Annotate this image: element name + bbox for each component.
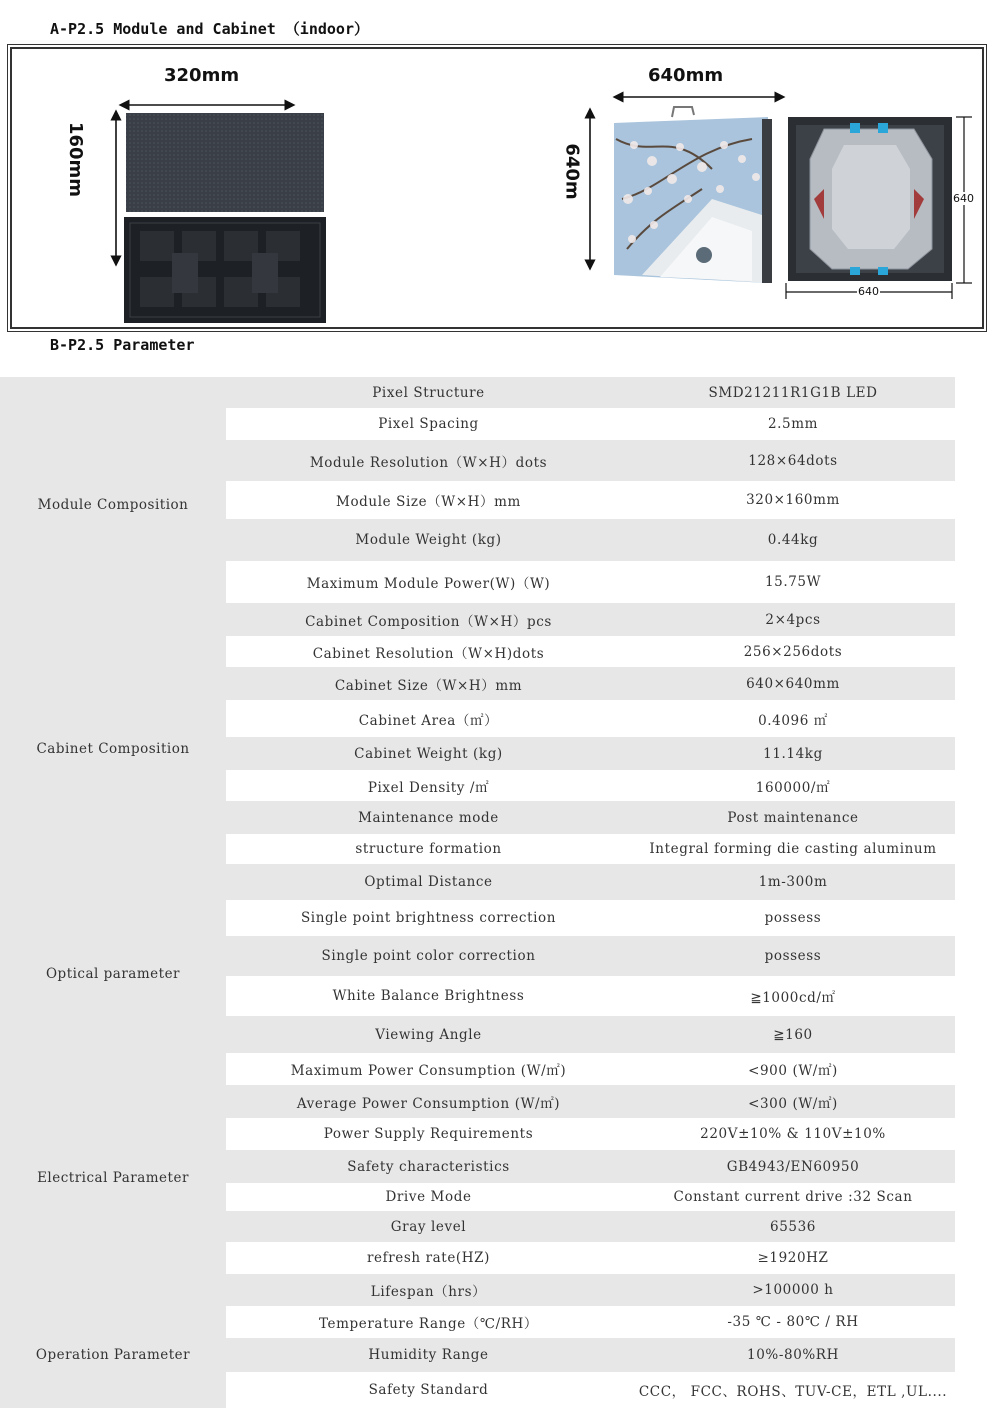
param-value: >100000 h xyxy=(752,1282,834,1298)
table-row xyxy=(226,408,955,440)
table-row xyxy=(226,1274,955,1306)
param-value: 256×256dots xyxy=(743,643,843,660)
param-name: refresh rate(HZ) xyxy=(367,1250,490,1266)
param-name: Pixel Structure xyxy=(372,384,485,401)
table-row xyxy=(226,1118,955,1150)
param-name: Pixel Density /㎡ xyxy=(367,779,490,796)
param-value: 2×4pcs xyxy=(765,611,821,628)
param-name: structure formation xyxy=(355,841,502,857)
param-value: 0.4096 ㎡ xyxy=(758,712,828,729)
param-value: 2.5mm xyxy=(767,416,819,432)
cabinet-back-width-label: 640 xyxy=(858,285,879,298)
param-value: ≧1000cd/㎡ xyxy=(750,990,836,1006)
param-value: <900 (W/㎡) xyxy=(748,1063,838,1079)
module-back-image xyxy=(124,217,326,323)
table-row xyxy=(226,976,955,1016)
param-value: 640×640mm xyxy=(746,675,840,692)
table-row xyxy=(226,900,955,936)
cabinet-height-label: 640m xyxy=(561,143,583,200)
param-value: 220V±10% & 110V±10% xyxy=(700,1126,886,1142)
table-row xyxy=(226,1306,955,1338)
param-value: SMD21211R1G1B LED xyxy=(708,384,878,401)
param-name: Cabinet Resolution（W×H)dots xyxy=(312,645,545,662)
param-value: GB4943/EN60950 xyxy=(726,1158,860,1175)
param-name: Maximum Module Power(W)（W) xyxy=(306,576,551,592)
param-value: Integral forming die casting aluminum xyxy=(649,841,937,857)
dimension-arrows xyxy=(12,49,982,327)
section-a-title: A-P2.5 Module and Cabinet （indoor） xyxy=(50,20,369,38)
param-name: Pixel Spacing xyxy=(378,416,479,432)
table-row xyxy=(226,1372,955,1408)
table-row xyxy=(226,864,955,900)
group-label-optical: Optical parameter xyxy=(45,966,181,982)
param-value: Post maintenance xyxy=(727,809,859,826)
module-width-label: 320mm xyxy=(164,65,240,86)
param-value: 65536 xyxy=(770,1218,816,1235)
table-row xyxy=(226,1053,955,1085)
param-value: 160000/㎡ xyxy=(755,779,831,796)
param-name: Module Resolution（W×H）dots xyxy=(309,454,548,471)
group-label-electrical: Electrical Parameter xyxy=(37,1170,189,1186)
section-b-title: B-P2.5 Parameter xyxy=(50,336,195,354)
param-name: Cabinet Composition（W×H）pcs xyxy=(305,613,552,630)
param-name: Single point brightness correction xyxy=(300,910,557,926)
group-label-cabinet: Cabinet Composition xyxy=(36,741,190,757)
param-name: Drive Mode xyxy=(385,1189,472,1205)
product-figure xyxy=(10,47,984,329)
param-name: Module Weight (kg) xyxy=(355,532,502,548)
table-row xyxy=(226,1242,955,1274)
param-value: -35 ℃ - 80℃ / RH xyxy=(727,1314,859,1330)
table-row xyxy=(226,1338,955,1372)
table-row xyxy=(226,636,955,667)
table-row xyxy=(226,1016,955,1053)
param-value: 15.75W xyxy=(764,574,822,590)
parameter-table xyxy=(0,377,955,1408)
param-value: <300 (W/㎡) xyxy=(748,1095,838,1112)
param-name: Maximum Power Consumption (W/㎡) xyxy=(290,1063,567,1079)
table-row xyxy=(226,481,955,519)
module-height-label: 160mm xyxy=(65,121,87,198)
param-value: Constant current drive :32 Scan xyxy=(673,1189,913,1205)
param-value: 0.44kg xyxy=(767,532,819,548)
group-label-operation: Operation Parameter xyxy=(35,1347,191,1363)
param-name: Temperature Range（℃/RH） xyxy=(319,1316,538,1332)
table-row xyxy=(226,377,955,408)
param-name: Viewing Angle xyxy=(375,1026,482,1043)
param-name: Cabinet Area（㎡） xyxy=(358,712,499,729)
param-value: 320×160mm xyxy=(746,492,840,508)
module-front-image xyxy=(126,113,324,212)
table-row xyxy=(226,667,955,700)
table-row xyxy=(226,1211,955,1242)
param-value: possess xyxy=(764,910,822,926)
param-name: Humidity Range xyxy=(368,1347,489,1363)
table-row xyxy=(226,737,955,770)
cabinet-back-height-label: 640 xyxy=(953,192,974,205)
table-row xyxy=(226,561,955,603)
table-row xyxy=(226,603,955,636)
param-name: Average Power Consumption (W/㎡) xyxy=(296,1095,561,1112)
param-name: Gray level xyxy=(390,1218,467,1235)
table-row xyxy=(226,936,955,976)
param-value: 10%-80%RH xyxy=(747,1347,839,1363)
param-name: Cabinet Weight (kg) xyxy=(354,745,503,762)
table-row xyxy=(226,519,955,561)
param-name: Safety characteristics xyxy=(347,1158,510,1175)
param-value: ≥1920HZ xyxy=(757,1250,829,1266)
table-row xyxy=(226,801,955,834)
param-name: Cabinet Size（W×H）mm xyxy=(334,677,523,694)
cabinet-front-image xyxy=(614,107,772,283)
cabinet-back-image xyxy=(788,117,952,281)
param-name: Safety Standard xyxy=(368,1382,489,1398)
param-name: Power Supply Requirements xyxy=(323,1126,534,1142)
table-row xyxy=(226,1150,955,1183)
param-value: 1m-300m xyxy=(758,874,828,890)
group-label-module: Module Composition xyxy=(37,497,189,513)
param-name: White Balance Brightness xyxy=(332,988,525,1004)
param-name: Module Size（W×H）mm xyxy=(336,494,521,510)
table-row xyxy=(226,700,955,737)
cabinet-width-label: 640mm xyxy=(648,65,724,86)
param-value: possess xyxy=(764,948,822,964)
table-row xyxy=(226,1183,955,1211)
param-value: 128×64dots xyxy=(748,452,838,469)
table-row xyxy=(226,770,955,801)
table-row xyxy=(226,440,955,481)
param-name: Lifespan（hrs） xyxy=(370,1284,487,1300)
param-value: CCC， FCC、ROHS、TUV-CE，ETL ,UL.... xyxy=(638,1384,948,1400)
param-name: Single point color correction xyxy=(321,948,536,964)
table-row xyxy=(226,834,955,864)
param-name: Optimal Distance xyxy=(364,874,493,890)
param-value: ≧160 xyxy=(773,1026,813,1043)
table-row xyxy=(226,1085,955,1118)
param-name: Maintenance mode xyxy=(358,809,499,826)
param-value: 11.14kg xyxy=(763,745,823,762)
